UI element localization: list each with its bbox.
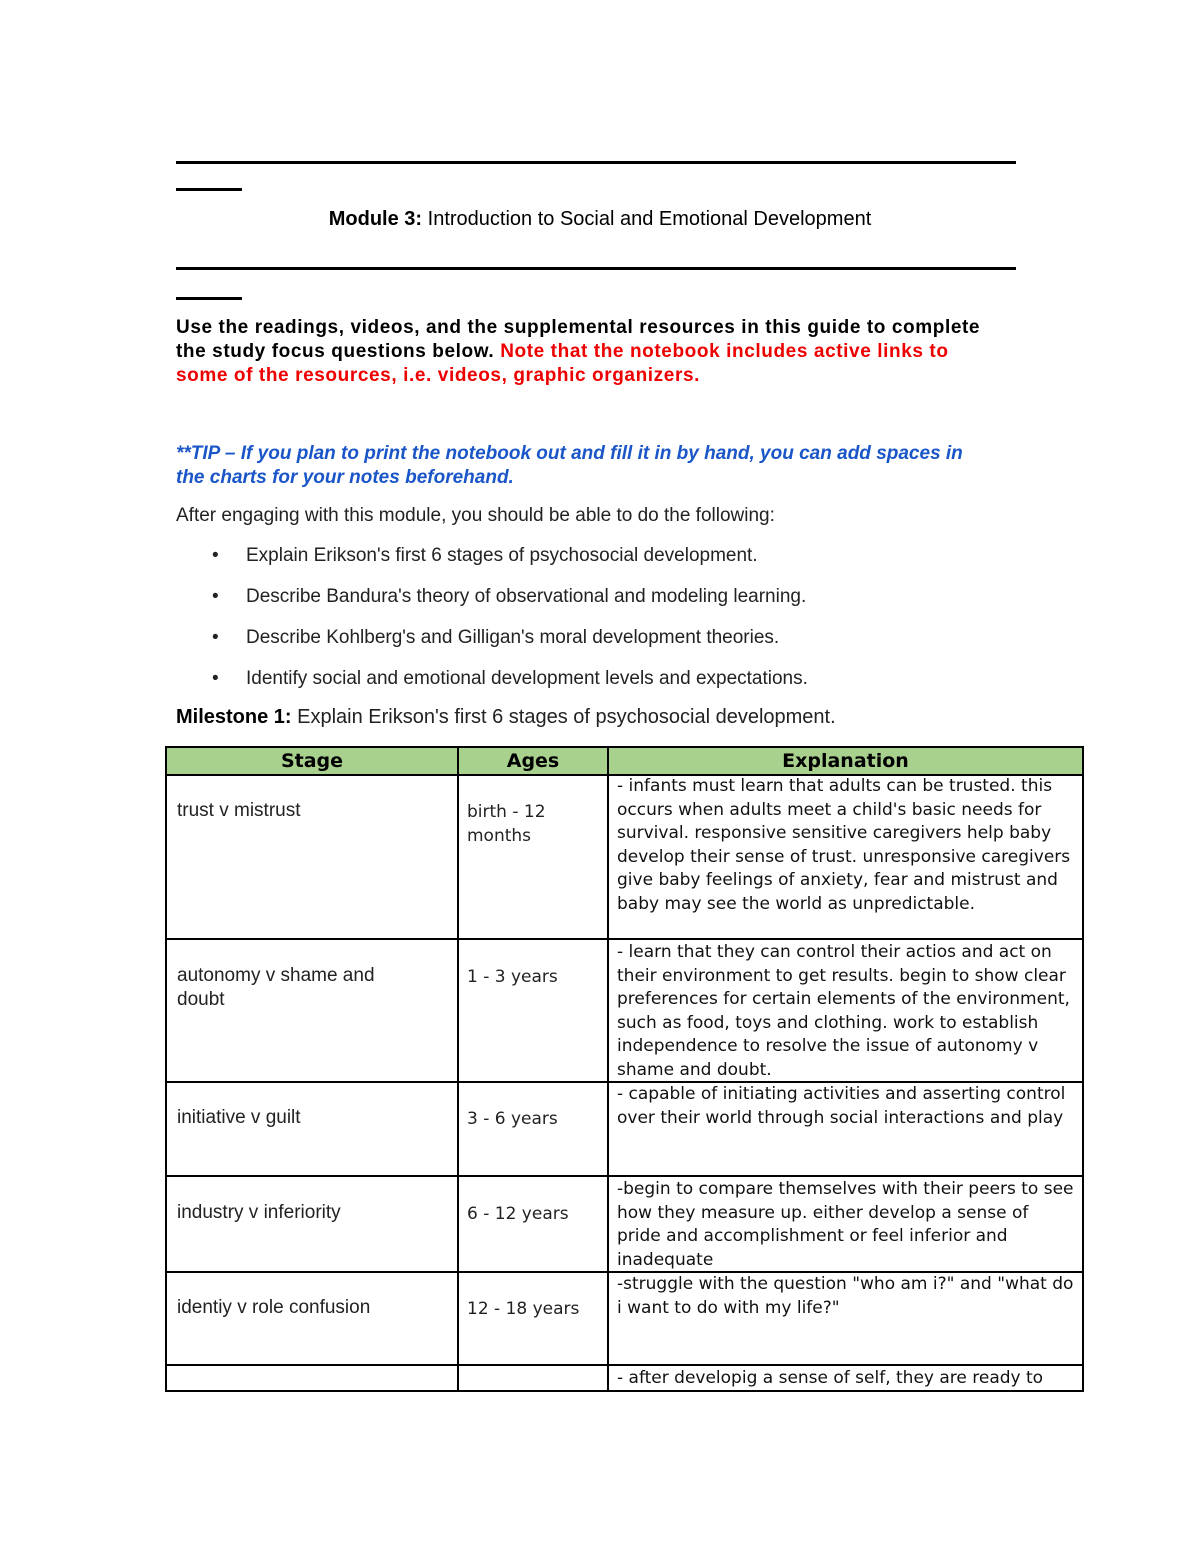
- explanation-cell: - infants must learn that adults can be trusted. this occurs when adults meet a child's basic needs for survival. responsive sensitive caregivers help baby develop their sense of trust. unresponsive caregivers give baby feelings of anxiety, fear and mistrust and baby may see the world as unpredictable.: [617, 776, 1071, 914]
- explanation-cell: -begin to compare themselves with their peers to see how they measure up. either develop a sense of pride and accomplishment or feel inferior and inadequate: [617, 1179, 1074, 1270]
- header-stage: Stage: [280, 750, 344, 772]
- row-divider: [167, 1364, 1082, 1366]
- row-divider: [167, 938, 1082, 940]
- objective-item: • Identify social and emotional development levels and expectations.: [176, 667, 808, 708]
- objective-item: • Describe Kohlberg's and Gilligan's moral development theories.: [176, 626, 808, 667]
- objective-item: • Describe Bandura's theory of observational and modeling learning.: [176, 585, 808, 626]
- erikson-stages-table: [165, 746, 1084, 1392]
- explanation-cell: - capable of initiating activities and asserting control over their world through social interactions and play: [617, 1084, 1066, 1128]
- header-explanation: Explanation: [782, 750, 909, 772]
- ages-cell: 12 - 18 years: [467, 1299, 580, 1319]
- objective-item: • Explain Erikson's first 6 stages of psychosocial development.: [176, 544, 808, 585]
- table-header-row: [167, 748, 1082, 776]
- intro-note: Note that the notebook includes active links to some of the resources, i.e. videos, graphic organizers.: [176, 341, 949, 386]
- intro-paragraph: [176, 316, 996, 388]
- ages-cell: 1 - 3 years: [467, 967, 558, 987]
- stage-cell: trust v mistrust: [177, 800, 301, 821]
- bottom-rule-tail: [176, 297, 242, 300]
- top-rule-tail: [176, 188, 242, 191]
- ages-cell: 3 - 6 years: [467, 1109, 558, 1129]
- bottom-rule: [176, 267, 1016, 270]
- header-ages: Ages: [506, 750, 560, 772]
- ages-cell: 6 - 12 years: [467, 1204, 569, 1224]
- milestone-heading: [176, 706, 836, 729]
- column-divider: [607, 748, 609, 1390]
- stage-cell: autonomy v shame and doubt: [177, 965, 375, 1010]
- column-divider: [457, 748, 459, 1390]
- intro-text: Use the readings, videos, and the supplemental resources in this guide to complete the study focus questions below.: [176, 317, 981, 362]
- stage-cell: identiy v role confusion: [177, 1297, 371, 1318]
- explanation-cell: - after developig a sense of self, they are ready to: [617, 1368, 1044, 1388]
- ages-cell: birth - 12 months: [467, 802, 546, 846]
- objectives-intro: After engaging with this module, you should be able to do the following:: [176, 505, 775, 526]
- module-label: Module 3:: [328, 208, 423, 230]
- objectives-list: [176, 544, 808, 708]
- stage-cell: initiative v guilt: [177, 1107, 301, 1128]
- module-heading: [0, 208, 1200, 231]
- row-divider: [167, 1175, 1082, 1177]
- explanation-cell: - learn that they can control their actios and act on their environment to get results. begin to show clear preferences for certain elements of the environment, such as food, toys and clothing. work to establish independence to resolve the issue of autonomy v shame and doubt.: [617, 942, 1070, 1080]
- explanation-cell: -struggle with the question "who am i?" and "what do i want to do with my life?": [617, 1274, 1074, 1318]
- module-title: Introduction to Social and Emotional Development: [422, 208, 872, 230]
- milestone-text: Explain Erikson's first 6 stages of psychosocial development.: [291, 706, 836, 728]
- tip-text: **TIP – If you plan to print the notebook out and fill it in by hand, you can add spaces in the charts for your notes beforehand.: [176, 443, 963, 488]
- milestone-label: Milestone 1:: [176, 706, 292, 728]
- top-rule: [176, 161, 1016, 164]
- stage-cell: industry v inferiority: [177, 1202, 341, 1223]
